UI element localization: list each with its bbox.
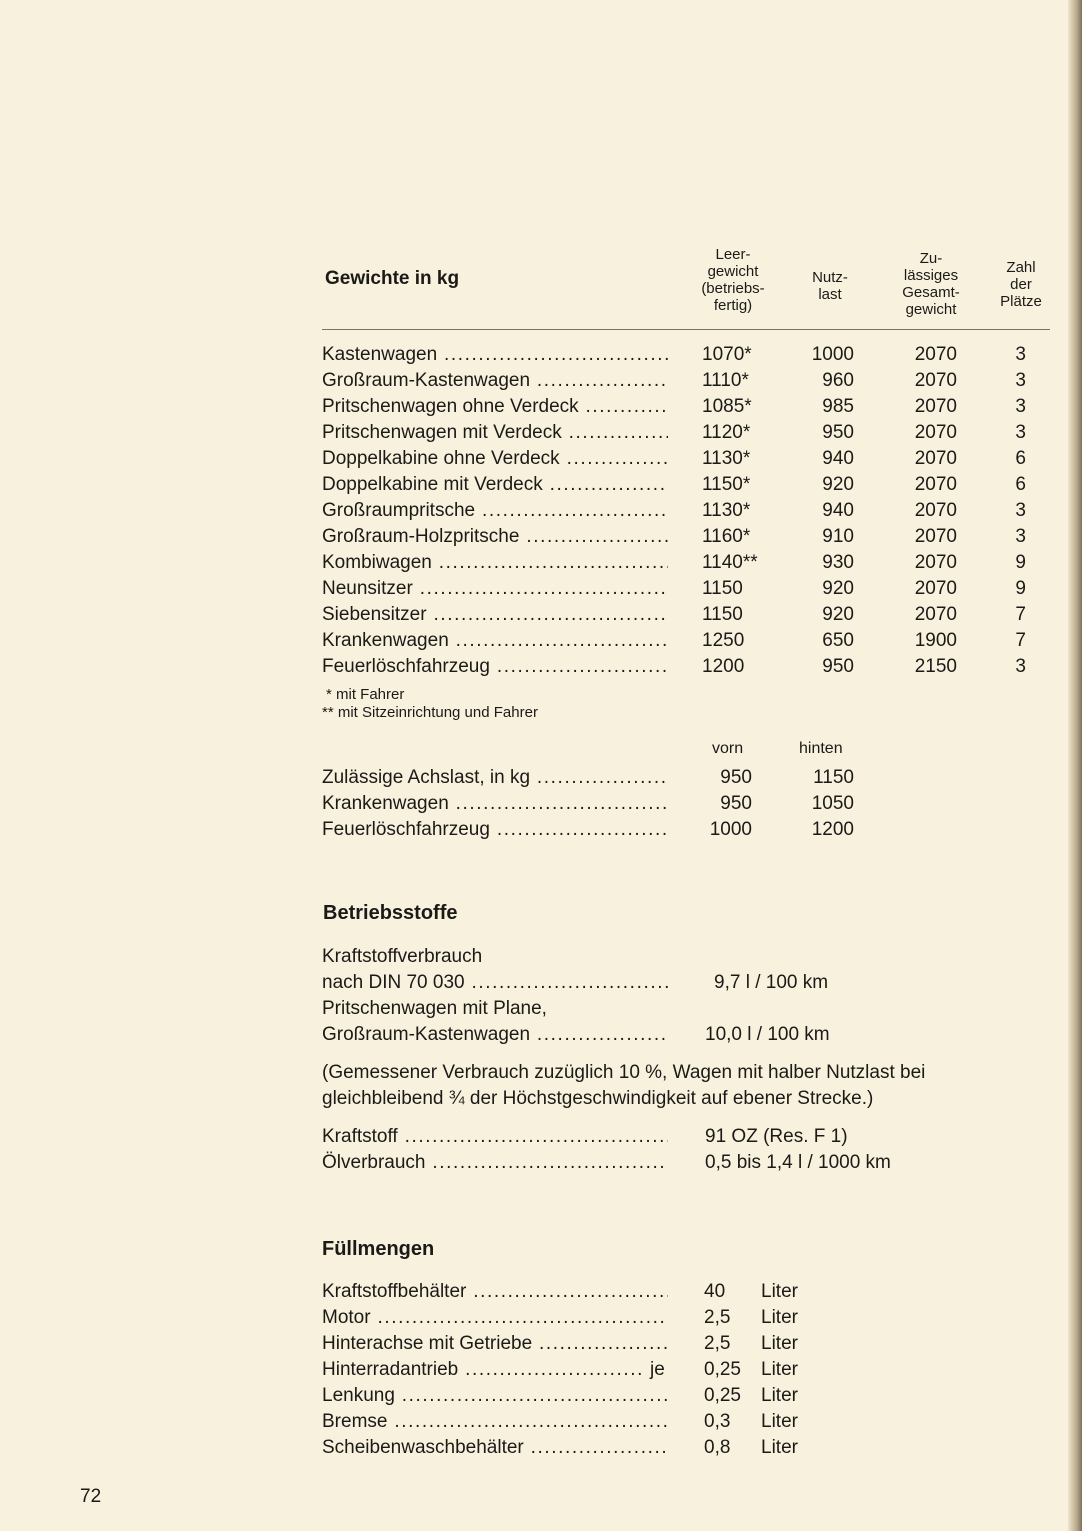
- leergewicht-value: 1150*: [702, 474, 751, 495]
- gesamtgewicht-value: 2070: [914, 500, 957, 521]
- axle-rear-value: 1050: [811, 793, 854, 814]
- gesamtgewicht-value: 2150: [914, 656, 957, 677]
- leergewicht-value: 1150: [702, 578, 743, 599]
- axle-front-value: 950: [720, 767, 752, 788]
- plaetze-value: 3: [1015, 656, 1026, 677]
- gesamtgewicht-value: 1900: [914, 630, 957, 651]
- nutzlast-value: 910: [822, 526, 854, 547]
- fuel-line-3: [322, 996, 1042, 1022]
- capacity-unit: Liter: [761, 1307, 798, 1328]
- axle-label: Krankenwagen .....: [322, 791, 668, 817]
- axle-row: [322, 791, 1042, 817]
- axle-rear-value: 1200: [811, 819, 854, 840]
- capacity-amount: 0,25: [704, 1385, 741, 1406]
- leergewicht-value: 1200: [702, 656, 745, 677]
- capacity-amount: 0,25: [704, 1359, 741, 1380]
- header-plaetze: [990, 259, 1052, 310]
- capacity-amount: 2,5: [704, 1307, 731, 1328]
- nutzlast-value: 930: [822, 552, 854, 573]
- gesamtgewicht-value: 2070: [914, 526, 957, 547]
- axle-header-front: vorn: [712, 740, 744, 757]
- fuel-label: Ölverbrauch .....: [322, 1150, 668, 1176]
- leergewicht-value: 1085*: [702, 396, 752, 417]
- leergewicht-value: 1130*: [702, 448, 751, 469]
- fuel-label: Kraftstoffverbrauch: [322, 946, 483, 967]
- plaetze-value: 9: [1015, 552, 1026, 573]
- capacity-amount: 0,8: [704, 1437, 731, 1458]
- nutzlast-value: 920: [822, 474, 854, 495]
- capacity-label: Motor .....: [322, 1305, 668, 1331]
- table-row: [322, 602, 1042, 628]
- table-row: [322, 446, 1042, 472]
- vehicle-name: Pritschenwagen mit Verdeck .....: [322, 420, 668, 446]
- fuel-label: Großraum-Kastenwagen .....: [322, 1022, 668, 1048]
- plaetze-value: 9: [1015, 578, 1026, 599]
- gesamtgewicht-value: 2070: [914, 604, 957, 625]
- axle-front-value: 1000: [709, 819, 752, 840]
- book-spine-shadow: [1068, 0, 1082, 1531]
- leergewicht-value: 1140**: [702, 552, 758, 573]
- table-row: [322, 342, 1042, 368]
- plaetze-value: 3: [1015, 344, 1026, 365]
- vehicle-name: Pritschenwagen ohne Verdeck .....: [322, 394, 668, 420]
- vehicle-name: Großraum-Holzpritsche .....: [322, 524, 668, 550]
- gesamtgewicht-value: 2070: [914, 344, 957, 365]
- nutzlast-value: 650: [822, 630, 854, 651]
- gesamtgewicht-value: 2070: [914, 370, 957, 391]
- plaetze-value: 7: [1015, 604, 1026, 625]
- plaetze-value: 3: [1015, 370, 1026, 391]
- capacity-amount: 2,5: [704, 1333, 731, 1354]
- fuel-value: 9,7 l / 100 km: [714, 972, 829, 993]
- plaetze-value: 3: [1015, 526, 1026, 547]
- capacity-label: Lenkung .....: [322, 1383, 668, 1409]
- capacity-unit: Liter: [761, 1281, 798, 1302]
- fuel-label: Pritschenwagen mit Plane,: [322, 998, 547, 1019]
- axle-header-rear: hinten: [799, 740, 843, 757]
- leergewicht-value: 1120*: [702, 422, 751, 443]
- capacity-row: [322, 1331, 1042, 1357]
- header-line: Zu-: [919, 250, 943, 267]
- plaetze-value: 3: [1015, 396, 1026, 417]
- vehicle-name: Neunsitzer .....: [322, 576, 668, 602]
- fuel-line-1: [322, 944, 1042, 970]
- footnote-2: ** mit Sitzeinrichtung und Fahrer: [322, 704, 538, 721]
- fuel-label: nach DIN 70 030 .....: [322, 970, 668, 996]
- vehicle-name: Feuerlöschfahrzeug .....: [322, 654, 668, 680]
- fuel-label: Kraftstoff .....: [322, 1124, 668, 1150]
- header-leergewicht: [690, 246, 776, 314]
- fuel-row: [322, 1124, 1042, 1150]
- vehicle-name: Krankenwagen .....: [322, 628, 668, 654]
- fuel-line-2: [322, 970, 1042, 996]
- header-line: der: [1010, 276, 1032, 293]
- nutzlast-value: 1000: [811, 344, 854, 365]
- capacity-row: [322, 1357, 1042, 1383]
- header-line: gewicht: [707, 263, 759, 280]
- fuel-value: 91 OZ (Res. F 1): [705, 1126, 848, 1147]
- table-row: [322, 524, 1042, 550]
- leergewicht-value: 1110*: [702, 370, 749, 391]
- capacity-label: Hinterradantrieb .....: [322, 1357, 642, 1383]
- nutzlast-value: 940: [822, 448, 854, 469]
- vehicle-name: Kombiwagen .....: [322, 550, 668, 576]
- fuel-line-4: [322, 1022, 1042, 1048]
- leergewicht-value: 1070*: [702, 344, 752, 365]
- axle-label: Feuerlöschfahrzeug .....: [322, 817, 668, 843]
- section-title-fuel: Betriebsstoffe: [323, 902, 458, 924]
- plaetze-value: 6: [1015, 474, 1026, 495]
- nutzlast-value: 950: [822, 656, 854, 677]
- table-row: [322, 576, 1042, 602]
- nutzlast-value: 940: [822, 500, 854, 521]
- axle-label: Zulässige Achslast, in kg .....: [322, 765, 668, 791]
- capacity-row: [322, 1435, 1042, 1461]
- plaetze-value: 6: [1015, 448, 1026, 469]
- fuel-value: 0,5 bis 1,4 l / 1000 km: [705, 1152, 891, 1173]
- leergewicht-value: 1250: [702, 630, 745, 651]
- page-number: 72: [80, 1486, 102, 1507]
- table-row: [322, 550, 1042, 576]
- capacity-label: Bremse .....: [322, 1409, 668, 1435]
- table-row: [322, 368, 1042, 394]
- capacity-label: Scheibenwaschbehälter .....: [322, 1435, 668, 1461]
- table-row: [322, 394, 1042, 420]
- capacity-unit: Liter: [761, 1437, 798, 1458]
- header-line: Gesamt-: [902, 284, 960, 301]
- vehicle-name: Großraum-Kastenwagen .....: [322, 368, 668, 394]
- plaetze-value: 3: [1015, 422, 1026, 443]
- capacity-unit: Liter: [761, 1411, 798, 1432]
- header-line: gewicht: [905, 301, 957, 318]
- axle-front-value: 950: [720, 793, 752, 814]
- gesamtgewicht-value: 2070: [914, 422, 957, 443]
- plaetze-value: 3: [1015, 500, 1026, 521]
- capacity-row: [322, 1383, 1042, 1409]
- capacity-amount: 0,3: [704, 1411, 731, 1432]
- table-row: [322, 628, 1042, 654]
- gesamtgewicht-value: 2070: [914, 448, 957, 469]
- header-gesamtgewicht: [890, 250, 972, 318]
- capacity-label: Hinterachse mit Getriebe .....: [322, 1331, 668, 1357]
- capacity-unit: Liter: [761, 1385, 798, 1406]
- leergewicht-value: 1150: [702, 604, 743, 625]
- capacity-unit: Liter: [761, 1333, 798, 1354]
- table-row: [322, 498, 1042, 524]
- nutzlast-value: 950: [822, 422, 854, 443]
- axle-rear-value: 1150: [813, 767, 854, 788]
- axle-row: [322, 765, 1042, 791]
- nutzlast-value: 920: [822, 604, 854, 625]
- header-line: last: [818, 286, 842, 303]
- capacity-row: [322, 1305, 1042, 1331]
- vehicle-name: Großraumpritsche .....: [322, 498, 668, 524]
- gesamtgewicht-value: 2070: [914, 552, 957, 573]
- gesamtgewicht-value: 2070: [914, 578, 957, 599]
- nutzlast-value: 960: [822, 370, 854, 391]
- header-line: (betriebs-: [701, 280, 765, 297]
- fuel-row: [322, 1150, 1042, 1176]
- header-divider: [322, 329, 1050, 330]
- leergewicht-value: 1160*: [702, 526, 751, 547]
- plaetze-value: 7: [1015, 630, 1026, 651]
- section-title-weights: Gewichte in kg: [325, 268, 460, 289]
- section-title-capacities: Füllmengen: [322, 1238, 435, 1260]
- nutzlast-value: 985: [822, 396, 854, 417]
- table-row: [322, 472, 1042, 498]
- gesamtgewicht-value: 2070: [914, 474, 957, 495]
- table-row: [322, 654, 1042, 680]
- header-line: Leer-: [715, 246, 751, 263]
- capacity-row: [322, 1279, 1042, 1305]
- header-line: lässiges: [903, 267, 959, 284]
- nutzlast-value: 920: [822, 578, 854, 599]
- axle-row: [322, 817, 1042, 843]
- header-line: Plätze: [1000, 293, 1042, 310]
- leergewicht-value: 1130*: [702, 500, 751, 521]
- capacity-unit: Liter: [761, 1359, 798, 1380]
- vehicle-name: Kastenwagen .....: [322, 342, 668, 368]
- capacity-suffix: je: [650, 1359, 665, 1380]
- gesamtgewicht-value: 2070: [914, 396, 957, 417]
- capacity-amount: 40: [704, 1281, 726, 1302]
- header-nutzlast: [800, 269, 860, 303]
- header-line: Nutz-: [812, 269, 848, 286]
- header-line: Zahl: [1006, 259, 1036, 276]
- fuel-value: 10,0 l / 100 km: [705, 1024, 830, 1045]
- vehicle-name: Doppelkabine mit Verdeck .....: [322, 472, 668, 498]
- footnote-1: * mit Fahrer: [326, 686, 405, 703]
- vehicle-name: Siebensitzer .....: [322, 602, 668, 628]
- capacity-row: [322, 1409, 1042, 1435]
- header-line: fertig): [713, 297, 753, 314]
- vehicle-name: Doppelkabine ohne Verdeck .....: [322, 446, 668, 472]
- capacity-label: Kraftstoffbehälter .....: [322, 1279, 668, 1305]
- table-row: [322, 420, 1042, 446]
- fuel-note-line-2: gleichbleibend ¾ der Höchstgeschwindigkeit auf ebener Strecke.): [322, 1088, 874, 1109]
- fuel-note-line-1: (Gemessener Verbrauch zuzüglich 10 %, Wagen mit halber Nutzlast bei: [322, 1062, 926, 1083]
